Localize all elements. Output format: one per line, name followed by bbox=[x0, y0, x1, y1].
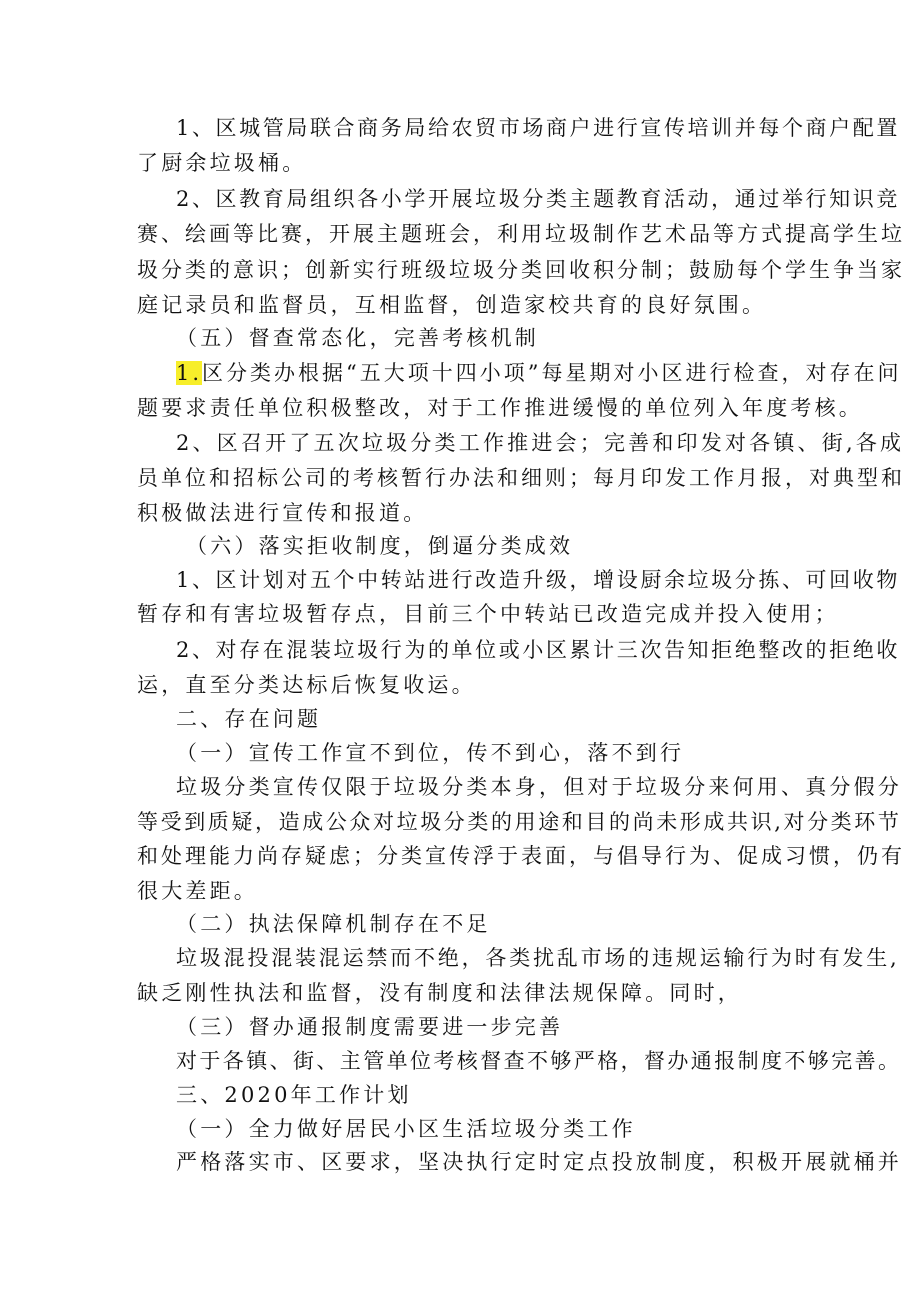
section-heading: 三、2020年工作计划 bbox=[176, 1083, 412, 1107]
paragraph-line: 垃圾分类宣传仅限于垃圾分类本身，但对于垃圾分来何用、真分假分 bbox=[176, 775, 902, 799]
paragraph-line: 1、区城管局联合商务局给农贸市场商户进行宣传培训并每个商户配置 bbox=[176, 116, 900, 140]
paragraph-line: 运，直至分类达标后恢复收运。 bbox=[137, 673, 476, 697]
paragraph-line bbox=[176, 361, 902, 385]
paragraph-line: 2、对存在混装垃圾行为的单位或小区累计三次告知拒绝整改的拒绝收 bbox=[176, 638, 900, 662]
paragraph-line: 2、区教育局组织各小学开展垃圾分类主题教育活动，通过举行知识竞 bbox=[176, 187, 900, 211]
paragraph-line-text: 区分类办根据“五大项十四小项”每星期对小区进行检查，对存在问 bbox=[202, 361, 902, 385]
section-heading: （二）执法保障机制存在不足 bbox=[176, 912, 491, 936]
paragraph-line: 庭记录员和监督员，互相监督，创造家校共育的良好氛围。 bbox=[137, 293, 767, 317]
section-heading: （三）督办通报制度需要进一步完善 bbox=[176, 1015, 564, 1039]
paragraph-line: 等受到质疑，造成公众对垃圾分类的用途和目的尚未形成共识,对分类环节 bbox=[137, 810, 902, 834]
paragraph-line: 题要求责任单位积极整改，对于工作推进缓慢的单位列入年度考核。 bbox=[137, 396, 863, 420]
highlighted-list-number: 1. bbox=[176, 361, 203, 385]
section-heading: （六）落实拒收制度，倒逼分类成效 bbox=[186, 534, 574, 558]
section-heading: （一）全力做好居民小区生活垃圾分类工作 bbox=[176, 1117, 636, 1141]
paragraph-line: 员单位和招标公司的考核暂行办法和细则；每月印发工作月报，对典型和 bbox=[137, 466, 905, 490]
section-heading: 二、存在问题 bbox=[176, 707, 322, 731]
paragraph-line: 1、区计划对五个中转站进行改造升级，增设厨余垃圾分拣、可回收物 bbox=[176, 568, 900, 592]
section-heading: （五）督查常态化，完善考核机制 bbox=[176, 326, 539, 350]
paragraph-line: 2、区召开了五次垃圾分类工作推进会；完善和印发对各镇、街,各成 bbox=[176, 431, 905, 455]
paragraph-line: 缺乏刚性执法和监督，没有制度和法律法规保障。同时， bbox=[137, 981, 742, 1005]
paragraph-line: 赛、绘画等比赛，开展主题班会，利用垃圾制作艺术品等方式提高学生垃 bbox=[137, 222, 905, 246]
paragraph-line: 对于各镇、街、主管单位考核督查不够严格，督办通报制度不够完善。 bbox=[176, 1049, 902, 1073]
paragraph-line: 了厨余垃圾桶。 bbox=[137, 151, 307, 175]
section-heading: （一）宣传工作宣不到位，传不到心，落不到行 bbox=[176, 741, 685, 765]
paragraph-line: 垃圾混投混装混运禁而不绝，各类扰乱市场的违规运输行为时有发生, bbox=[176, 946, 900, 970]
paragraph-line: 圾分类的意识；创新实行班级垃圾分类回收积分制；鼓励每个学生争当家 bbox=[137, 258, 905, 282]
paragraph-line: 严格落实市、区要求，坚决执行定时定点投放制度，积极开展就桶并 bbox=[176, 1150, 902, 1174]
paragraph-line: 暂存和有害垃圾暂存点，目前三个中转站已改造完成并投入使用； bbox=[137, 602, 839, 626]
paragraph-line: 积极做法进行宣传和报道。 bbox=[137, 501, 428, 525]
paragraph-line: 和处理能力尚存疑虑；分类宣传浮于表面，与倡导行为、促成习惯，仍有 bbox=[137, 844, 905, 868]
paragraph-line: 很大差距。 bbox=[137, 879, 258, 903]
